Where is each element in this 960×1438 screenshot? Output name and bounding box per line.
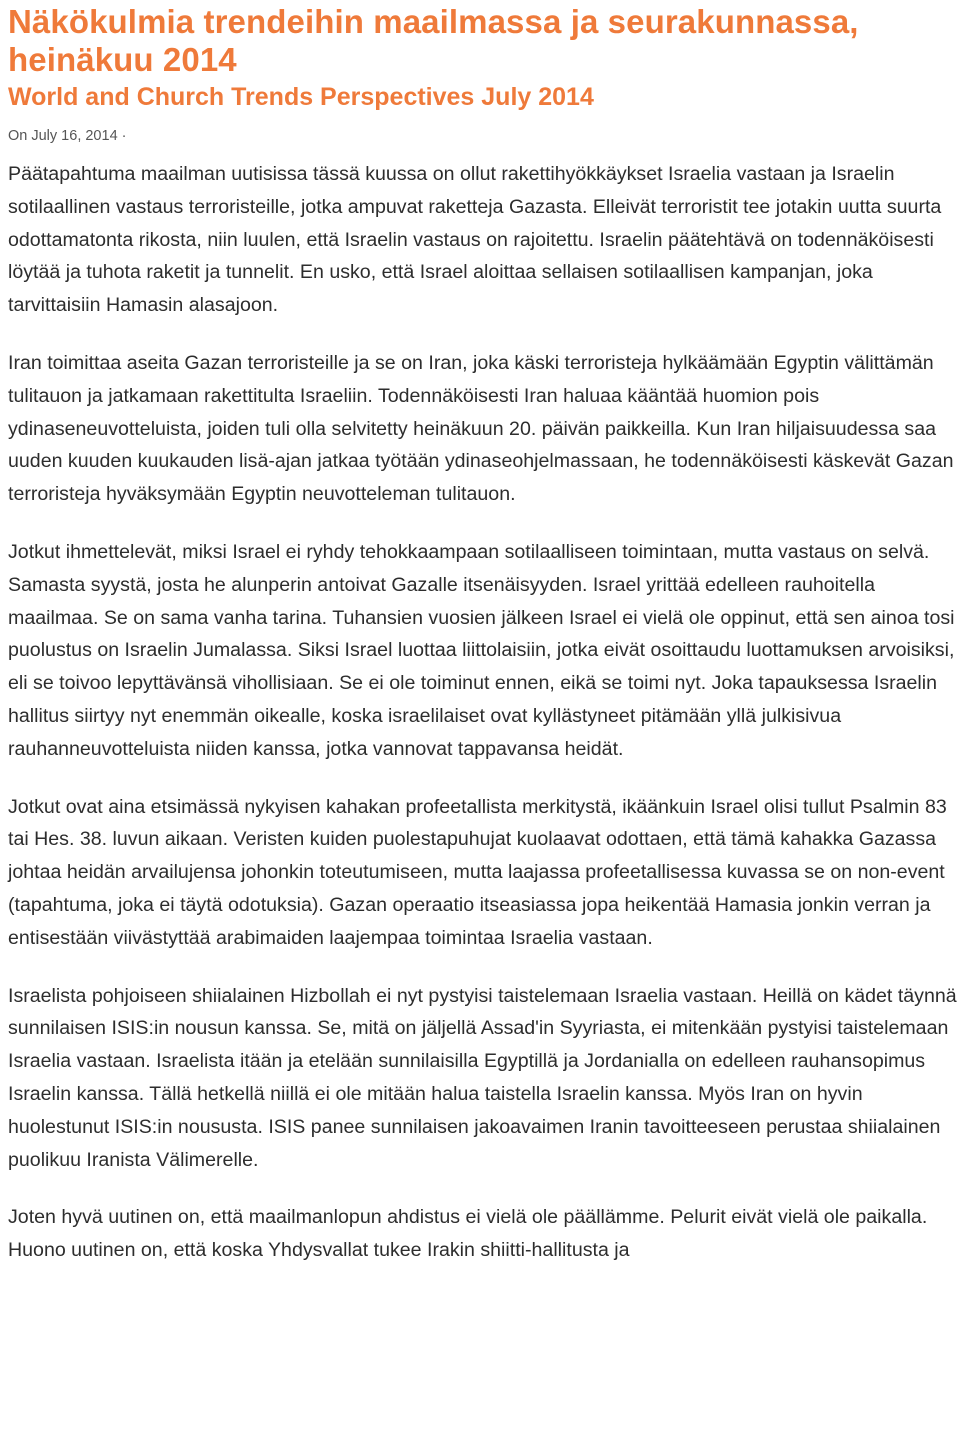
paragraph: Joten hyvä uutinen on, että maailmanlopun ahdistus ei vielä ole päällämme. Pelurit eivät vielä ole paikalla. Huono uutinen on, että koska Yhdysvallat tukee Irakin shiitti-hallitusta ja [8, 1206, 928, 1262]
paragraph: Jotkut ovat aina etsimässä nykyisen kahakan profeetallista merkitystä, ikäänkuin Israel olisi tullut Psalmin 83 tai Hes. 38. luvun aikaan. Veristen kuiden puolestapuhujat kuolaavat odottaen, että tämä kahakka Gazassa johtaa heidän arvailujensa johonkin toteutumiseen, mutta laajassa profeetallisessa kuvassa se on non-event (tapahtuma, joka ei täytä odotuksia). Gazan operaatio itseasiassa jopa heikentää Hamasia jonkin verran ja entisestään viivästyttää arabimaiden laajempaa toimintaa Israelia vastaan. [8, 795, 947, 949]
article-title: Näkökulmia trendeihin maailmassa ja seurakunnassa, heinäkuu 2014 [8, 3, 859, 78]
paragraph: Päätapahtuma maailman uutisissa tässä kuussa on ollut rakettihyökkäykset Israelia vastaan ja Israelin sotilaallinen vastaus terroristeille, jotka ampuvat raketteja Gazasta. Elleivät terroristit tee jotakin uutta suurta odottamatonta rikosta, niin luulen, että Israelin vastaus on rajoitettu. Israelin päätehtävä on todennäköisesti löytää ja tuhota raketit ja tunnelit. En usko, että Israel aloittaa sellaisen sotilaallisen kampanjan, joka tarvittaisiin Hamasin alasajoon. [8, 163, 942, 317]
article-body [8, 158, 958, 1267]
article-subtitle: World and Church Trends Perspectives July 2014 [8, 83, 594, 111]
paragraph: Jotkut ihmettelevät, miksi Israel ei ryhdy tehokkaampaan sotilaalliseen toimintaan, mutta vastaus on selvä. Samasta syystä, josta he alunperin antoivat Gazalle itsenäisyyden. Israel yrittää edelleen rauhoitella maailmaa. Se on sama vanha tarina. Tuhansien vuosien jälkeen Israel ei vielä ole oppinut, että sen ainoa tosi puolustus on Israelin Jumalassa. Siksi Israel luottaa liittolaisiin, jotka eivät osoittaudu luottamuksen arvoisiksi, eli se toivoo lepyttävänsä vihollisiaan. Se ei ole toiminut ennen, eikä se toimi nyt. Joka tapauksessa Israelin hallitus siirtyy nyt enemmän oikealle, koska israelilaiset ovat kyllästyneet pitämään yllä julkisivua rauhanneuvotteluista niiden kanssa, jotka vannovat tappavansa heidät. [8, 540, 955, 760]
paragraph: Israelista pohjoiseen shiialainen Hizbollah ei nyt pystyisi taistelemaan Israelia vastaan. Heillä on kädet täynnä sunnilaisen ISIS:in nousun kanssa. Se, mitä on jäljellä Assad'in Syyriasta, ei mitenkään pystyisi taistelemaan Israelia vastaan. Israelista itään ja etelään sunnilaisilla Egyptillä ja Jordanialla on edelleen rauhansopimus Israelin kanssa. Tällä hetkellä niillä ei ole mitään halua taistella Israelin kanssa. Myös Iran on hyvin huolestunut ISIS:in noususta. ISIS panee sunnilaisen jakoavaimen Iranin tavoitteeseen perustaa shiialainen puolikuu Iranista Välimerelle. [8, 984, 957, 1171]
post-date: On July 16, 2014 · [8, 128, 127, 144]
paragraph: Iran toimittaa aseita Gazan terroristeille ja se on Iran, joka käski terroristeja hylkäämään Egyptin välittämän tulitauon ja jatkamaan rakettitulta Israeliin. Todennäköisesti Iran haluaa kääntää huomion pois ydinaseneuvotteluista, joiden tuli olla selvitetty heinäkuun 20. päivän paikkeilla. Kun Iran hiljaisuudessa saa uuden kuuden kuukauden lisä-ajan jatkaa työtään ydinaseohjelmassaan, he todennäköisesti käskevät Gazan terroristeja hyväksymään Egyptin neuvotteleman tulitauon. [8, 351, 954, 506]
article [8, 0, 958, 1267]
